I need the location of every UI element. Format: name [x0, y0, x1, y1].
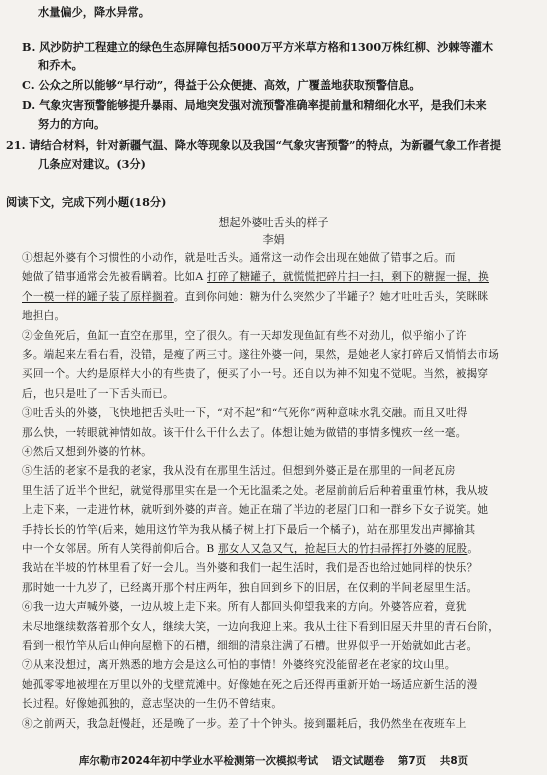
option-a-tail: 水量偏少，降水异常。	[38, 5, 150, 19]
passage-text: 买回一个。大约是原样大小的有些贵了，便买了小一号。还自以为神不知鬼不觉呢。当然，被揭穿	[22, 368, 489, 381]
passage-line	[22, 581, 527, 596]
passage-text: 后，也只是吐了一下舌头而已。	[22, 387, 174, 400]
passage-line	[22, 620, 527, 635]
passage-text: 长过程。好像她孤独的，意志坚决的一生仍不曾结束。	[22, 698, 283, 711]
passage-text: ①想起外婆有个习惯性的小动作，就是吐舌头。通常这一动作会出现在她做了错事之后。而	[22, 252, 456, 264]
passage-line	[22, 523, 527, 538]
passage-text: ④然后又想到外婆的竹林。	[22, 446, 153, 458]
footer-subject: 语文试题卷	[331, 755, 385, 767]
passage-line	[22, 464, 527, 479]
passage-line	[22, 309, 527, 324]
passage-text: 上走下来，一走进竹林，就听到外婆的声音。	[22, 504, 239, 517]
passage-text: ②金鱼死后，鱼缸一直空在那里，空了很久。有一天却发现鱼缸有些不对劲儿，似乎缩小了许	[22, 329, 467, 342]
passage-text: 看到一根竹竿从后山伸向屋檐下的石槽，细细的清泉注满了石槽。世界似乎一开始就如此古老。	[22, 640, 478, 652]
page-footer	[0, 753, 547, 768]
footer-total: 共8页	[439, 755, 469, 767]
passage-text: ⑥我一边大声喊外婆，一边从坡上走下来。所有人都回头仰望我来的方向。外婆答应着，竟犹	[22, 601, 467, 614]
passage-text: 地担白。	[22, 310, 66, 323]
passage-text: 多。端起来左看右看，没错，是瘦了两三寸。遂往外婆一问，果然，是她老人家打碎后又悄悄去市场	[22, 349, 500, 361]
option-b-line2: 和乔木。	[38, 58, 83, 72]
passage-line	[22, 387, 527, 402]
passage-text: 那么快，一转眼就神情如故。该干什么干什么去了。体想让她为做错的事情多愧疚一丝一毫。	[22, 426, 467, 439]
passage-text: 未尽地继续数落着那个女人，继续大笑，一边向我迎上来。我从土往下看到旧屋天井里的青石台阶，	[22, 620, 500, 633]
passage-line	[22, 426, 527, 441]
passage-text: 我站在半坡的竹林里看了好一会儿。当外婆和我们一起生活时，我们是否也给过她同样的快乐？	[22, 562, 478, 575]
underlined-sentence: 打碎了糖罐子，就慌慌把碎片扫一扫，剩下的糖握一握，换	[207, 271, 489, 284]
passage-text: 。	[467, 543, 479, 555]
passage-line	[22, 561, 527, 576]
passage-line	[22, 367, 527, 382]
passage-line	[22, 600, 527, 615]
passage-line	[22, 678, 527, 693]
passage-text: ⑧之前两天，我急赶慢赶，还是晚了一步。差了十个钟头。接到噩耗后，我仍然坐在夜班车上	[22, 717, 467, 730]
underlined-sentence: 那女人又急又气，抢起巨大的竹扫帚挥打外婆的屁股	[218, 543, 468, 555]
option-b-line1: B. 风沙防护工程建立的绿色生态屏障包括5000万平方米草方格和1300万株红柳、沙棘等灌木	[22, 40, 494, 54]
passage-text: ⑦从来没想过，离开熟悉的地方会是这么可怕的事情！外婆终究没能留老在老家的坟山里。	[22, 659, 456, 672]
option-d-line1: D. 气象灾害预警能够提升暴雨、局地突发强对流预警准确率提前量和精细化水平，是我们未来	[22, 98, 487, 112]
passage-line	[22, 329, 527, 344]
passage-text: 中一个女邻居。所有人笑得前仰后合。B	[22, 543, 218, 555]
passage-text: 里生活了近半个世纪，就觉得那里实在是一个无比温柔之处。老屋前前后后种着重重竹林，我从坡	[22, 484, 489, 497]
passage-text: 。直到你问她：糖为什么突然少了半罐子？她才吐吐舌头，笑眯眯	[173, 290, 489, 303]
passage-author: 李娟	[262, 233, 285, 246]
footer-page: 第7页	[397, 755, 427, 767]
passage-text: 她做了错事通常会先被看瞒着。比如A	[22, 271, 208, 284]
passage-line	[22, 270, 527, 285]
passage-line	[22, 717, 527, 732]
passage-text: 那时她一十九岁了，已经离开那个村庄两年，独自回到乡下的旧居，在仅剩的半间老屋里生活。	[22, 581, 478, 594]
option-c: C. 公众之所以能够“早行动”，得益于公众便捷、高效，广覆盖地获取预警信息。	[22, 78, 421, 92]
passage-line	[22, 290, 527, 305]
passage-text: ③吐舌头的外婆，飞快地把舌头吐一下，“对不起”和“气死你”两种意味水乳交融。而且又吐得	[22, 407, 468, 420]
passage-line	[22, 406, 527, 421]
passage-line	[22, 251, 527, 266]
passage-title: 想起外婆吐舌头的样子	[218, 216, 329, 229]
passage-text: 她孤零零地被埋在万里以外的戈壁荒滩中。好像她在死之后还得再重新开始一场适应新生活的漫	[22, 678, 478, 691]
passage-line	[22, 503, 527, 518]
passage-line	[22, 484, 527, 499]
passage-line	[22, 639, 527, 654]
footer-exam-name: 库尔勒市2024年初中学业水平检测第一次模拟考试	[78, 755, 319, 767]
option-d-line2: 努力的方向。	[38, 117, 106, 131]
passage-line	[22, 348, 527, 363]
passage-line	[22, 445, 527, 460]
passage-text: ⑤生活的老家不是我的老家，我从没有在那里生活过。但想到外婆正是在那里的一间老瓦房	[22, 465, 456, 478]
passage-line	[22, 697, 527, 712]
passage-line	[22, 658, 527, 673]
reading-instruction: 阅读下文，完成下列小题(18分)	[6, 195, 167, 209]
passage-line	[22, 542, 527, 557]
passage-text: 手持长长的竹竿(后来，她用这竹竿为我从橘子树上打下最后一个橘子)，站在那里发出声揶揄其	[22, 523, 476, 536]
passage-text: 她正在瑞了半边的老屋门口和一群乡下女子说笑。她	[238, 504, 489, 517]
underlined-sentence: 个一模一样的罐子装了原样搁着	[22, 290, 174, 303]
question-21-line2: 几条应对建议。(3分)	[38, 157, 146, 171]
question-21-line1: 21. 请结合材料，针对新疆气温、降水等现象以及我国“气象灾害预警”的特点，为新疆气象工作者提	[6, 138, 501, 152]
